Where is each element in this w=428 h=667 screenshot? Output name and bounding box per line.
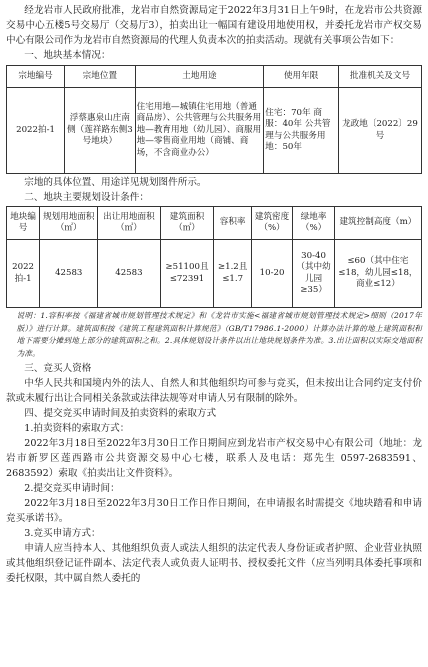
subsection-2-body: 2022年3月18日至2022年3月30日工作日作日期间，在申请报名时需提交《地块踏看和申请竞买承诺书》。 xyxy=(6,498,422,524)
table-header-cell: 批准机关及文号 xyxy=(338,66,421,88)
building-density-cell: 10-20 xyxy=(251,240,293,308)
parcel-number-cell: 2022拍-1 xyxy=(7,240,40,308)
table-header-cell: 出让用地面积（㎡） xyxy=(98,207,160,240)
planned-land-area-cell: 42583 xyxy=(40,240,98,308)
use-period-cell: 住宅：70年 商服：40年 公共管理与公共服务用地：50年 xyxy=(264,88,339,174)
table-header-cell: 建筑密度（%） xyxy=(251,207,293,240)
building-area-cell: ≥51100且≤72391 xyxy=(160,240,214,308)
table-header-cell: 建筑控制高度（m） xyxy=(334,207,421,240)
subsection-3-body: 申请人应当持本人、其他组织负责人或法人组织的法定代表人身份证或者护照、企业营业执照或其他组织登记证件副本、法定代表人或负责人证明书、授权委托文件（应当列明具体委托事项和委托权限，其中属自然人委托的 xyxy=(6,543,422,584)
intro-paragraph: 经龙岩市人民政府批准，龙岩市自然资源局定于2022年3月31日上午9时，在龙岩市公共资源交易中心五楼5号交易厅（交易厅3），拍卖出让一幅国有建设用地使用权，并委托龙岩市产权交易中心有限公司作为龙岩市自然资源局的代理人负责本次的拍卖活动。现就有关事项公告如下： xyxy=(6,5,422,46)
table-row xyxy=(7,240,422,308)
table-header-cell: 宗地位置 xyxy=(65,66,136,88)
table-header-cell: 地块编号 xyxy=(7,207,40,240)
transfer-land-area-cell: 42583 xyxy=(98,240,160,308)
table-header-cell: 绿地率（%） xyxy=(293,207,335,240)
height-limit-cell: ≤60（其中住宅≤18，幼儿园≤18，商业≤12） xyxy=(334,240,421,308)
section-3-heading: 三、竞买人资格 xyxy=(24,363,92,374)
planning-notes: 说明：1.容积率按《福建省城市规划管理技术规定》和《龙岩市实施<福建省城市规划管理技术规定>细则（2017年版）》进行计算。建筑面积按《建筑工程建筑面积计算规范》（GB/T17986.1-2000）计算办法计算的地上建筑面积和地下需要分摊到地上部分的建筑面积之和。2.具体规划设计条件以出让地块规划条件为准。3.出让面积以实际交地面积为准。 xyxy=(16,311,422,358)
table-header-cell: 使用年限 xyxy=(264,66,339,88)
table-header-cell: 建筑面积（㎡） xyxy=(160,207,214,240)
section-4-heading: 四、提交竞买申请时间及拍卖资料的索取方式 xyxy=(24,408,217,419)
parcel-basic-info-table xyxy=(6,65,422,174)
subsection-1-heading: 1.拍卖资料的索取方式： xyxy=(24,423,130,434)
parcel-scope-note: 宗地的具体位置、用途详见规划图件所示。 xyxy=(24,177,207,188)
green-ratio-cell: 30-40（其中幼儿园≥35） xyxy=(293,240,335,308)
table-row xyxy=(7,88,422,174)
subsection-2-heading: 2.提交竞买申请时间： xyxy=(24,483,120,494)
approval-document-cell: 龙政地〔2022〕29号 xyxy=(338,88,421,174)
land-use-cell: 住宅用地—城镇住宅用地（普通商品房）、公共管理与公共服务用地—教育用地（幼儿园）、商服用地—零售商业用地（商铺、商场，不含商业办公） xyxy=(135,88,264,174)
table-header-row xyxy=(7,207,422,240)
table-header-cell: 容积率 xyxy=(214,207,251,240)
parcel-location-cell: 浮蔡惠泉山庄南侧（莲祥路东侧3号地块） xyxy=(65,88,136,174)
section-2-heading: 二、地块主要规划设计条件： xyxy=(24,192,149,203)
table-header-cell: 宗地编号 xyxy=(7,66,65,88)
subsection-3-heading: 3.竞买申请方式： xyxy=(24,528,101,539)
plot-ratio-cell: ≥1.2且≤1.7 xyxy=(214,240,251,308)
subsection-1-body: 2022年3月18日至2022年3月30日工作日期间应到龙岩市产权交易中心有限公司（地址：龙岩市新罗区莲西路市公共资源交易中心七楼，联系人及电话：郑先生 0597-2683591、2683592）索取《拍卖出让文件资料》。 xyxy=(6,438,422,479)
parcel-number-cell: 2022拍-1 xyxy=(7,88,65,174)
section-1-heading: 一、地块基本情况： xyxy=(24,50,111,61)
section-3-body: 中华人民共和国境内外的法人、自然人和其他组织均可参与竞买，但未按出让合同约定支付价款或未履行出让合同相关条款或法律法规等对申请人另有限制的除外。 xyxy=(6,378,422,404)
table-header-row xyxy=(7,66,422,88)
planning-conditions-table xyxy=(6,206,422,308)
table-header-cell: 规划用地面积（㎡） xyxy=(40,207,98,240)
table-header-cell: 土地用途 xyxy=(135,66,264,88)
